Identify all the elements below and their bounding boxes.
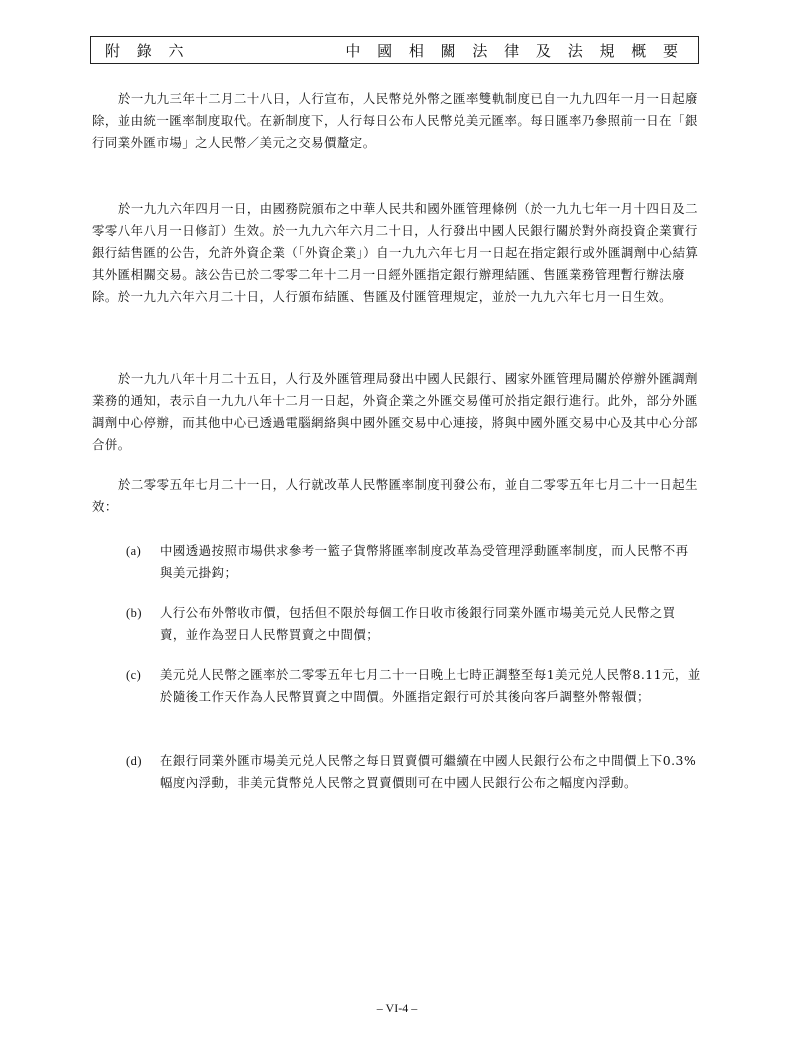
page-header <box>90 36 699 64</box>
list-item-c <box>126 664 701 708</box>
paragraph-4: 於二零零五年七月二十一日，人行就改革人民幣匯率制度刊發公布，並自二零零五年七月二十一日起生效： <box>92 477 699 514</box>
list-item-a <box>126 540 701 584</box>
header-title: 中 國 相 關 法 律 及 法 規 概 要 <box>345 41 684 60</box>
item-text: 中國透過按照市場供求參考一籃子貨幣將匯率制度改革為受管理浮動匯率制度，而人民幣不再與美元掛鈎； <box>160 543 689 580</box>
item-marker: (d) <box>126 754 142 768</box>
list-item-b <box>126 602 701 646</box>
item-marker: (c) <box>126 668 142 682</box>
item-text: 人行公布外幣收市價，包括但不限於每個工作日收市後銀行同業外匯市場美元兑人民幣之買賣，並作為翌日人民幣買賣之中間價； <box>160 605 676 642</box>
item-text: 在銀行同業外匯市場美元兑人民幣之每日買賣價可繼續在中國人民銀行公布之中間價上下0.3%幅度內浮動，非美元貨幣兑人民幣之買賣價則可在中國人民銀行公布之幅度內浮動。 <box>160 753 697 790</box>
item-text: 美元兑人民幣之匯率於二零零五年七月二十一日晚上七時正調整至每1美元兑人民幣8.11元，並於隨後工作天作為人民幣買賣之中間價。外匯指定銀行可於其後向客戶調整外幣報價； <box>160 667 701 704</box>
paragraph-3: 於一九九八年十月二十五日，人行及外匯管理局發出中國人民銀行、國家外匯管理局關於停辦外匯調劑業務的通知，表示自一九九八年十二月一日起，外資企業之外匯交易僅可於指定銀行進行。此外，部分外匯調劑中心停辦，而其他中心已透過電腦網絡與中國外匯交易中心連接，將與中國外匯交易中心及其中心分部合併。 <box>92 371 699 452</box>
item-marker: (a) <box>126 544 142 558</box>
paragraph-2: 於一九九六年四月一日，由國務院頒布之中華人民共和國外匯管理條例（於一九九七年一月十四日及二零零八年八月一日修訂）生效。於一九九六年六月二十日，人行發出中國人民銀行關於對外商投資企業實行銀行結售匯的公告，允許外資企業（「外資企業」）自一九九六年七月一日起在指定銀行或外匯調劑中心結算其外匯相關交易。該公告已於二零零二年十二月一日經外匯指定銀行辦理結匯、售匯業務管理暫行辦法廢除。於一九九六年六月二十日，人行頒布結匯、售匯及付匯管理規定，並於一九九六年七月一日生效。 <box>92 201 699 304</box>
paragraph-1: 於一九九三年十二月二十八日，人行宣布，人民幣兑外幣之匯率雙軌制度已自一九九四年一月一日起廢除，並由統一匯率制度取代。在新制度下，人行每日公布人民幣兑美元匯率。每日匯率乃參照前一日在「銀行同業外匯市場」之人民幣／美元之交易價釐定。 <box>92 91 699 150</box>
item-marker: (b) <box>126 606 142 620</box>
appendix-label: 附 錄 六 <box>105 41 190 60</box>
list-item-d <box>126 750 701 794</box>
page-number: – VI-4 – <box>376 1001 418 1015</box>
